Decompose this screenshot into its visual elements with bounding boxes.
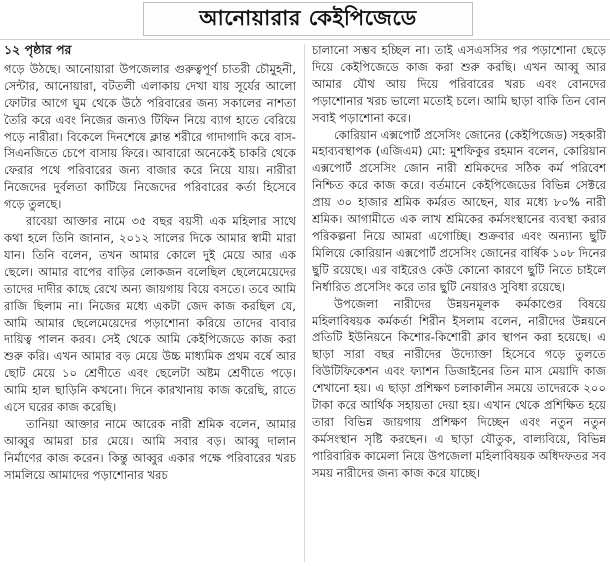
headline: আনোয়ারার কেইপিজেডে <box>199 4 417 30</box>
continued-label: ১২ পৃষ্ঠার পর <box>4 42 72 57</box>
column-divider <box>304 44 305 562</box>
paragraph: চালানো সম্ভব হচ্ছিল না। তাই এসএসসির পর পড়াশোনা ছেড়ে দিয়ে কেইপিজেডে কাজ করা শুরু করছি। এখন আব্বু আর আমার যৌথ আয় দিয়ে পরিবারের খরচ এবং বোনদের পড়াশোনার খরচ ভালো মতোই চলে। আমি ছাড়া বাকি তিন বোন সবাই পড়াশোনা করে। <box>312 43 606 125</box>
headline-box <box>143 2 473 36</box>
paragraph: উপজেলা নারীদের উন্নয়নমূলক কর্মকাণ্ডের বিষয়ে মহিলাবিষয়ক কর্মকর্তা শিরীন ইসলাম বলেন, নারীদের উন্নয়নে প্রতিটি ইউনিয়নে কিশোর-কিশোরী ক্লাব স্থাপন করা হয়েছে। এ ছাড়া সারা বছর নারীদের উদ্যোক্তা হিসেবে গড়ে তুলতে বিউটিফিকেশন এবং ফ্যাশন ডিজাইনের তিন মাস মেয়াদি কাজ শেখানো হয়। এ ছাড়া প্রশিক্ষণ চলাকালীন সময়ে তাদেরকে ২০০ টাকা করে আর্থিক সহায়তা দেয়া হয়। এখান থেকে প্রশিক্ষিত হয়ে তারা বিভিন্ন জায়গায় প্রশিক্ষণ দিচ্ছেন এবং নতুন নতুন কর্মসংস্থান সৃষ্টি করছেন। এ ছাড়া যৌতুক, বাল্যবিয়ে, বিভিন্ন পারিবারিক কামেলা নিয়ে উপজেলা মহিলাবিষয়ক অধিদফতর সব সময় নারীদের জন্য কাজ করে যাচ্ছে। <box>312 296 606 480</box>
left-column <box>4 42 296 484</box>
headline-rule <box>0 39 610 40</box>
paragraph: কোরিয়ান এক্সপোর্ট প্রসেসিং জোনের (কেইপিজেড) সহকারী মহাব্যবস্থাপক (এজিএম) মো: মুশফিকুর রহমান বলেন, কোরিয়ান এক্সপোর্ট প্রসেসিং জোন নারী শ্রমিকদের সঠিক কর্ম পরিবেশ নিশ্চিত করে কাজ করে। বর্তমানে কেইপিজেডের বিভিন্ন সেক্টরে প্রায় ৩০ হাজার শ্রমিক কর্মরত আছেন, যার মধ্যে ৮০% নারী শ্রমিক। আগামীতে এক লাখ শ্রমিকের কর্মসংস্থানের ব্যবস্থা করার পরিকল্পনা নিয়ে আমরা এগোচ্ছি। শুক্রবার এবং অন্যান্য ছুটি মিলিয়ে কোরিয়ান এক্সপোর্ট প্রসেসিং জোনের বার্ষিক ১০৮ দিনের ছুটি রয়েছে। এর বাইরেও কেউ কোনো কারণে ছুটি নিতে চাইলে নির্ধারিত প্রসেসিং করে তার ছুটি নেয়ারও সুবিধা রয়েছে। <box>312 127 606 294</box>
right-column <box>312 42 606 482</box>
paragraph: গড়ে উঠছে। আনোয়ারা উপজেলার গুরুত্বপূর্ণ চাতরী চৌমুহনী, সেন্টার, আনোয়ারা, বটতলী এলাকায় দেখা যায় সূর্যের আলো ফোটার আগে ঘুম থেকে উঠে পরিবারের জন্য সকালের নাশতা তৈরি করে এবং নিজের জন্যও টিফিন নিয়ে ব্যাগ হাতে বেরিয়ে পড়ে নারীরা। বিকেলে দিনশেষে ক্লান্ত শরীরে গাদাগাদি করে বাস-সিএনজিতে চেপে বাসায় ফিরে। আবারো অনেকেই চাকরি থেকে ফেরার পথে পরিবারের জন্য বাজার করে নিয়ে যায়। নারীরা নিজেদের দুর্বলতা কাটিয়ে নিজেদের পরিবারের কর্তা হিসেবে গড়ে তুলছে। <box>4 61 296 212</box>
paragraph: রাবেয়া আক্তার নামে ৩৫ বছর বয়সী এক মহিলার সাথে কথা হলে তিনি জানান, ২০১২ সালের দিকে আমার স্বামী মারা যান। তিনি বলেন, তখন আমার কোলে দুই মেয়ে আর এক ছেলে। আমার বাপের বাড়ির লোকজন বলেছিল ছেলেমেয়েদের তাদের দাদীর কাছে রেখে অন্য জায়গায় বিয়ে বসতে। তবে আমি রাজি ছিলাম না। নিজের মধ্যে একটা জেদ কাজ করছিল যে, আমি আমার ছেলেমেয়েদের পড়াশোনা করিয়ে তাদের বাবার দায়িত্ব পালন করব। সেই থেকে আমি কেইপিজেডে কাজ করা শুরু করি। এখন আমার বড় মেয়ে উচ্চ মাধ্যমিক প্রথম বর্ষে আর ছোট মেয়ে ১০ শ্রেণীতে এবং ছেলেটা অষ্টম শ্রেণীতে পড়ে। আমি হাল ছাড়িনি কখনো। দিনে কারখানায় কাজ করেছি, রাতে এসে ঘরের কাজ করেছি। <box>4 214 296 415</box>
paragraph: তানিয়া আক্তার নামে আরেক নারী শ্রমিক বলেন, আমার আব্বুর আমরা চার মেয়ে। আমি সবার বড়। আব্বু দালান নির্মাণের কাজ করেন। কিন্তু আব্বুর একার পক্ষে পরিবারের খরচ সামলিয়ে আমাদের পড়াশোনার খরচ <box>4 416 296 482</box>
